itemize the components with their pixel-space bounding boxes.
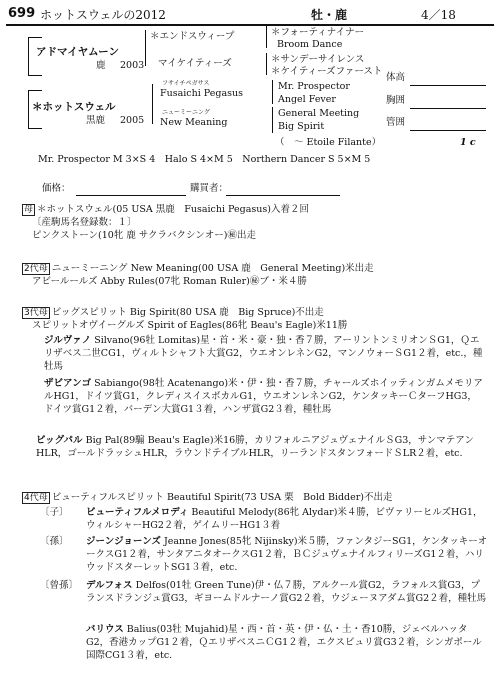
bracket-line <box>28 75 42 76</box>
bracket-line <box>28 90 29 128</box>
third-dam-progeny-2 <box>44 377 486 416</box>
progeny-text: Jeanne Jones(85牝 Nijinsky)米５勝，ファンタジーSG1，ケンタッキーオークスG1２着，サンタアニタオークスG1２着，ＢＣジュヴェナイルフィリーズG1２着，ハリウッドスターレットSG1３着，etc. <box>86 536 488 573</box>
header-rule <box>6 24 494 26</box>
sire-sire: ＊エンドスウィープ <box>150 31 235 42</box>
bracket-line <box>152 84 153 124</box>
progeny-text: Sabiango(98牡 Acatenango)米・伊・独・香７勝，チャールズホイッティンガムメモリアルHG1，ドイツ賞G1，クレディスイスボカルG1，ウエオンレネンG2，ケンタッキーＣターフHG3，ドイツ賞G1２着，バーデン大賞G1３着，ハンザ賞G2３着，種牡馬 <box>44 378 483 415</box>
bracket-line <box>28 90 42 91</box>
chest-line <box>410 108 486 109</box>
dam-sire: Fusaichi Pegasus <box>160 88 243 99</box>
dam-dam-dam: Big Spirit <box>278 121 325 132</box>
progeny-name: バリウス <box>86 624 124 635</box>
grandchild-tag: 〔孫〕 <box>40 536 69 547</box>
price-line <box>76 195 186 196</box>
bracket-line <box>145 30 146 66</box>
progeny-name: ビッグパル <box>36 435 83 446</box>
dam-line-2: 〔産駒馬名登録数：１〕 <box>32 217 137 228</box>
family-note: （ ～ Etoile Filante） <box>275 137 382 148</box>
section-tag: 3代母 <box>24 308 48 318</box>
child-tag: 〔子〕 <box>40 507 69 518</box>
progeny-name: ジルヴァノ <box>44 335 92 346</box>
sire-name: アドマイヤムーン <box>36 46 119 58</box>
third-dam-progeny-3 <box>36 434 486 460</box>
bracket-line <box>266 53 267 75</box>
progeny-text: Balius(03牡 Mujahid)星・西・首・英・伊・仏・土・香10勝，ジェベルハッタG2，香港カップG1２着，ＱエリザベスニＣG1２着，エクスビュリ賞G3２着，シンガポール国際CG1３着，etc. <box>86 624 482 661</box>
sire-sire-sire: ＊フォーティナイナー <box>271 27 365 38</box>
dam-sire-kana: フサイチペガサス <box>162 80 210 87</box>
progeny-text: Beautiful Melody(86牝 Alydar)米４勝，ビヴァリーヒルズHG1，ウィルシャーHG2２着，ゲイムリーHG1３着 <box>86 507 483 531</box>
progeny-name: ザビアンゴ <box>44 378 92 389</box>
dam-color: 黒鹿 <box>86 115 106 126</box>
dam-sire-dam: Angel Fever <box>278 94 336 105</box>
dam-section <box>22 203 492 242</box>
dam-year: 2005 <box>120 115 145 126</box>
dam-dam-kana: ニューミーニング <box>162 109 210 116</box>
progeny-name: ビューティフルメロディ <box>86 507 189 518</box>
family-number: 1 c <box>460 137 476 148</box>
fourth-dam-line-1: ビューティフルスピリット Beautiful Spirit(73 USA 栗 Bold Bidder)不出走 <box>51 492 393 503</box>
second-dam-line-2: アビールールズ Abby Rules(07牝 Roman Ruler)㊙ブ・米４勝 <box>32 276 307 287</box>
sire-color: 鹿 <box>96 60 106 71</box>
fourth-dam-great-grandchild-1 <box>86 579 488 605</box>
fourth-dam-grandchild <box>86 535 488 574</box>
dam-sire-sire: Mr. Prospector <box>278 81 350 92</box>
birth-date: 4／18 <box>421 8 456 22</box>
sire-dam-dam: ＊ケイティーズファースト <box>271 66 383 77</box>
section-tag: 母 <box>24 205 34 215</box>
sire-sire-dam: Broom Dance <box>277 39 343 50</box>
progeny-name: デルフォス <box>86 580 133 591</box>
dam-dam-sire: General Meeting <box>278 108 360 119</box>
bracket-line <box>28 128 42 129</box>
inbreeding: Mr. Prospector M 3×S 4 Halo S 4×M 5 Northern Dancer S 5×M 5 <box>38 154 371 165</box>
dam-line-1: ＊ホットスウェル(05 USA 黒鹿 Fusaichi Pegasus)入着２回 <box>37 204 309 215</box>
sex-color: 牡・鹿 <box>311 8 348 22</box>
third-dam-line-1: ビッグスピリット Big Spirit(80 USA 鹿 Big Spruce)不出走 <box>51 307 324 318</box>
dam-dam: New Meaning <box>160 117 228 128</box>
bracket-line <box>28 37 42 38</box>
bracket-line <box>266 26 267 48</box>
height-line <box>410 85 486 86</box>
fourth-dam-great-grandchild-2 <box>86 623 488 662</box>
third-dam-progeny-1 <box>44 334 486 373</box>
section-tag: 2代母 <box>24 264 48 274</box>
buyer-line <box>226 195 340 196</box>
sire-year: 2003 <box>120 60 145 71</box>
third-dam-section <box>22 306 492 332</box>
buyer-label: 購買者： <box>190 183 229 194</box>
fourth-dam-section <box>22 491 492 504</box>
bracket-line <box>28 37 29 75</box>
fourth-dam-child <box>86 506 488 532</box>
second-dam-section <box>22 262 492 288</box>
dam-name: ＊ホットスウェル <box>32 101 116 113</box>
bracket-line <box>272 80 273 104</box>
progeny-text: Delfos(01牡 Green Tune)伊・仏７勝，アルクール賞G2，ラフォルス賞G3，プランスドランジュ賞G3，ギヨームドルナーノ賞G2２着，ウジェーヌアダム賞G2２着，種牡馬 <box>86 580 487 604</box>
sire-dam-sire: ＊サンデーサイレンス <box>271 54 365 65</box>
second-dam-line-1: ニューミーニング New Meaning(00 USA 鹿 General Meeting)米出走 <box>51 263 374 274</box>
price-label: 価格： <box>42 183 71 194</box>
great-grandchild-tag: 〔曾孫〕 <box>40 580 79 591</box>
chest-label: 胸囲 <box>386 95 406 106</box>
third-dam-line-2: スピリットオヴイーグルズ Spirit of Eagles(86牝 Beau's Eagle)米11勝 <box>32 320 348 331</box>
bracket-line <box>272 107 273 133</box>
cannon-line <box>410 130 486 131</box>
lot-number: 699 <box>8 6 36 21</box>
progeny-name: ジーンジョーンズ <box>86 536 161 547</box>
progeny-text: Silvano(96牡 Lomitas)星・首・米・豪・独・香７勝，アーリントンミリオンＳG1，Ｑエリザベス二世CG1，ヴィルトシャフト大賞G2，ウエオンレネンG2，マンノウォーＳG1２着，etc.，種牡馬 <box>44 335 483 372</box>
horse-name: ホットスウェルの2012 <box>40 8 166 22</box>
dam-line-3: ピンクストーン(10牝 鹿 サクラバクシンオー)㊙出走 <box>32 230 256 241</box>
progeny-text: Big Pal(89騸 Beau's Eagle)米16勝，カリフォルニアジュヴェナイルＳG3，サンマテアンHLR，ゴールドラッシュHLR，ラウンドテイブルHLR，リーランドスタンフォードＳLR２着，etc. <box>36 435 474 459</box>
sire-dam: マイケイティーズ <box>158 58 232 69</box>
cannon-label: 管囲 <box>386 117 406 128</box>
height-label: 体高 <box>386 72 406 83</box>
section-tag: 4代母 <box>24 493 48 503</box>
